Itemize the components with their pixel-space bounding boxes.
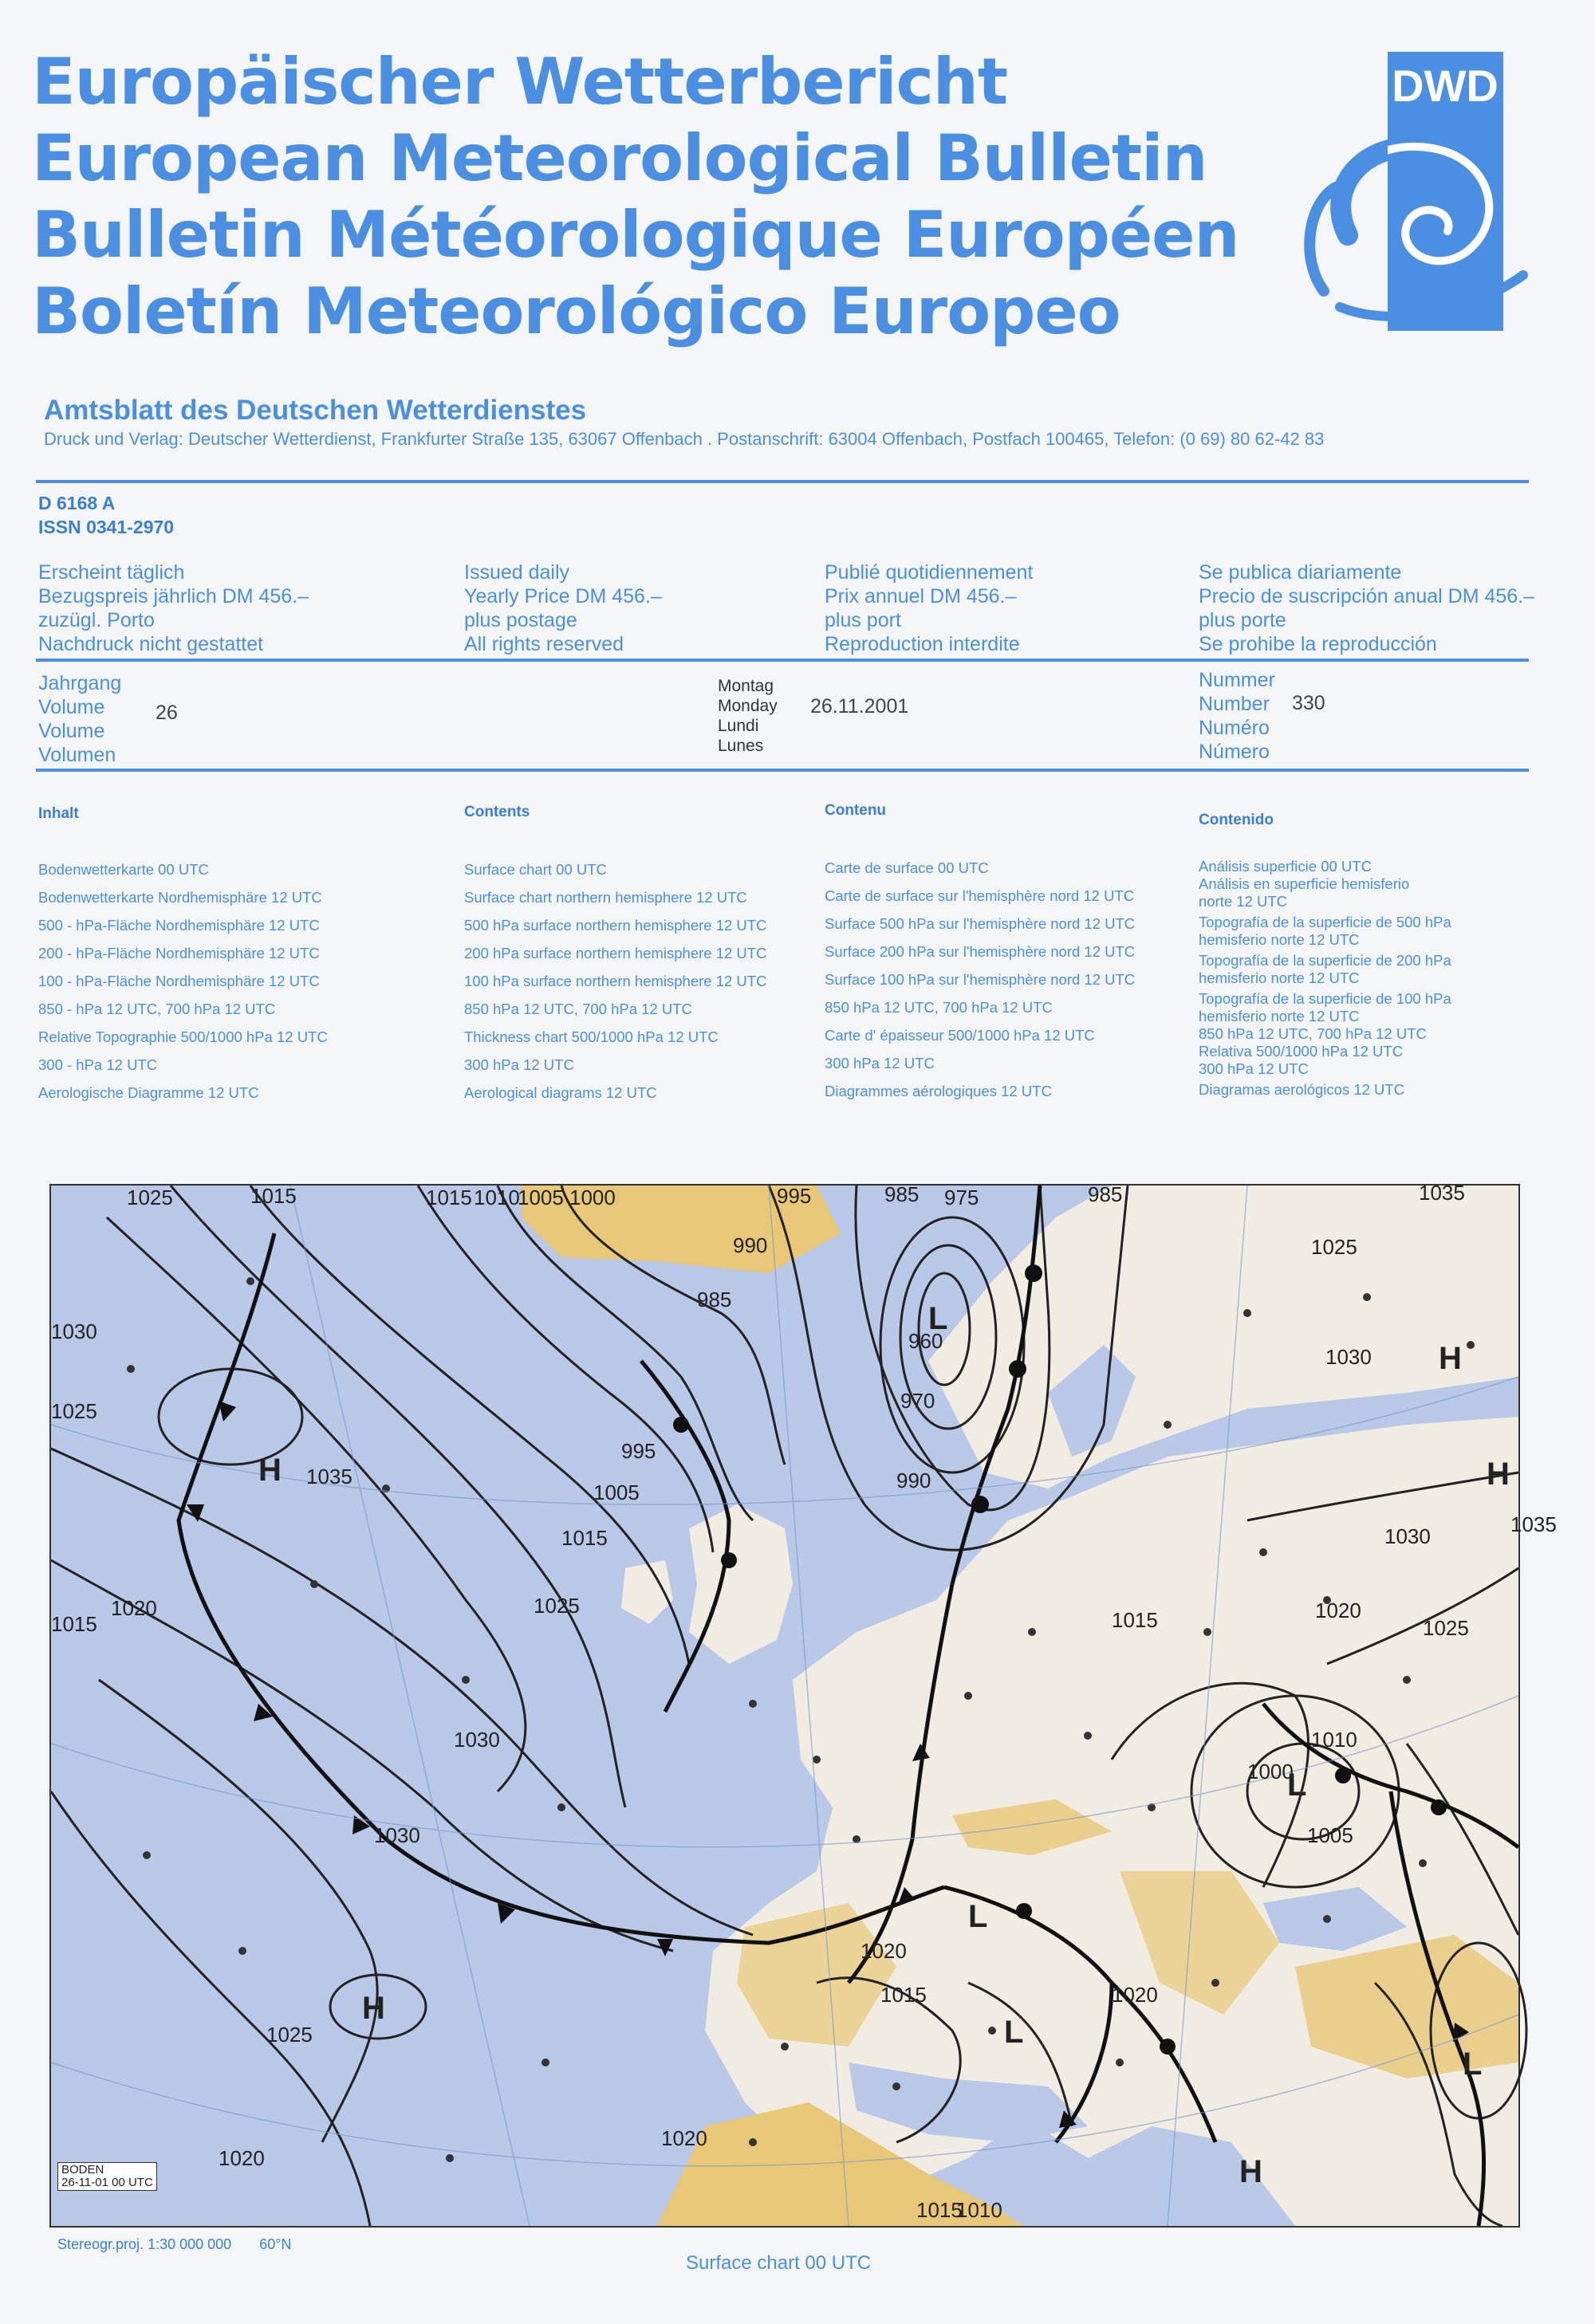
front-semicircle bbox=[721, 1552, 737, 1568]
isobar bbox=[51, 1449, 753, 1935]
isobar-label: 1020 bbox=[111, 1596, 157, 1620]
subscription-en: Issued daily Yearly Price DM 456.– plus postage All rights reserved bbox=[464, 561, 662, 655]
issue-date: 26.11.2001 bbox=[810, 695, 909, 718]
toc-list-en: Surface chart 00 UTC Surface chart northern hemisphere 12 UTC 500 hPa surface northern hemisphere 12 UTC 200 hPa surface northern hemisphere 12 UTC 100 hPa surface northern hemisphere 12 UTC 850 hPa 12 UTC, 700 hPa 12 UTC Thickness chart 500/1000 hPa 12 UTC 300 hPa 12 UTC Aerological diagrams 12 UTC bbox=[464, 861, 767, 1101]
latitude-ref: 60°N bbox=[259, 2236, 292, 2252]
isobar-label: 1000 bbox=[569, 1186, 616, 1209]
divider bbox=[36, 659, 1529, 662]
isobar-label: 1030 bbox=[374, 1823, 420, 1847]
isobar-label: 985 bbox=[1088, 1182, 1123, 1206]
front-semicircle bbox=[673, 1417, 689, 1433]
toc-head-fr: Contenu bbox=[825, 802, 887, 819]
isobar-label: 990 bbox=[896, 1469, 931, 1492]
isobar-label: 1000 bbox=[1247, 1760, 1294, 1783]
isobar-label: 1015 bbox=[51, 1612, 97, 1636]
toc-head-es: Contenido bbox=[1199, 812, 1274, 828]
isobar-label: 1015 bbox=[250, 1184, 297, 1208]
land-british-isles bbox=[689, 1504, 793, 1664]
dwd-logo bbox=[1292, 52, 1531, 339]
isobar-label: 985 bbox=[884, 1182, 920, 1206]
surface-chart-svg bbox=[51, 1186, 1518, 2226]
chart-stamp: BODEN 26-11-01 00 UTC bbox=[57, 2162, 157, 2191]
isobar-label: 1020 bbox=[1112, 1983, 1158, 2007]
projection-note bbox=[57, 2236, 291, 2253]
isobar bbox=[159, 1369, 302, 1465]
subscription-fr: Publié quotidiennement Prix annuel DM 456.– plus port Reproduction interdite bbox=[825, 561, 1034, 655]
high-pressure-center: H bbox=[1239, 2154, 1262, 2189]
low-pressure-center: L bbox=[1463, 2047, 1483, 2082]
publication-id: D 6168 A bbox=[38, 493, 116, 513]
isobar-label: 1025 bbox=[534, 1594, 580, 1618]
isobar-label: 995 bbox=[621, 1439, 656, 1463]
isobar-label: 975 bbox=[944, 1186, 979, 1209]
isobar-label: 1020 bbox=[219, 2146, 265, 2170]
isobar bbox=[99, 1680, 377, 2142]
chart-caption: Surface chart 00 UTC bbox=[686, 2252, 872, 2274]
volume-labels: Jahrgang Volume Volume Volumen bbox=[38, 672, 122, 766]
isobar-label: 1010 bbox=[1311, 1728, 1357, 1752]
title-english: European Meteorological Bulletin bbox=[32, 121, 1207, 195]
isobar-label: 1030 bbox=[454, 1728, 500, 1752]
isobar-label: 1020 bbox=[1315, 1598, 1361, 1622]
high-pressure-center: H bbox=[1439, 1341, 1462, 1376]
isobar-label: 1010 bbox=[956, 2198, 1002, 2222]
issue-number: 330 bbox=[1292, 692, 1325, 714]
toc-list-de: Bodenwetterkarte 00 UTC Bodenwetterkarte Nordhemisphäre 12 UTC 500 - hPa-Fläche Nordhemisphäre 12 UTC 200 - hPa-Fläche Nordhemisphäre 12 UTC 100 - hPa-Fläche Nordhemisphäre 12 UTC 850 - hPa 12 UTC, 700 hPa 12 UTC Relative Topographie 500/1000 hPa 12 UTC 300 - hPa 12 UTC Aerologische Diagramme 12 UTC bbox=[38, 861, 328, 1101]
isobar-label: 970 bbox=[900, 1389, 935, 1413]
front-semicircle bbox=[1335, 1768, 1351, 1783]
isobar-label: 1025 bbox=[51, 1399, 97, 1423]
low-pressure-center: L bbox=[1287, 1768, 1307, 1803]
publisher-address: Druck und Verlag: Deutscher Wetterdienst, Frankfurter Straße 135, 63067 Offenbach . Postanschrift: 63004 Offenbach, Postfach 100465, Telefon: (0 69) 80 62-42 83 bbox=[44, 429, 1325, 449]
front-triangle bbox=[219, 1401, 236, 1422]
isobar bbox=[51, 1791, 370, 2226]
isobar-label: 1005 bbox=[518, 1186, 564, 1209]
front-semicircle bbox=[1009, 1360, 1026, 1378]
high-pressure-center: H bbox=[362, 1991, 385, 2026]
high-pressure-center: H bbox=[258, 1453, 282, 1488]
title-french: Bulletin Météorologique Européen bbox=[32, 198, 1239, 272]
isobar-label: 985 bbox=[697, 1288, 732, 1311]
isobar-label: 990 bbox=[733, 1233, 768, 1257]
isobar-label: 995 bbox=[777, 1184, 812, 1208]
isobar-label: 1030 bbox=[1384, 1524, 1431, 1548]
isobar-label: 1020 bbox=[661, 2126, 707, 2150]
isobar-label: 1005 bbox=[1307, 1823, 1353, 1847]
projection-scale: Stereogr.proj. 1:30 000 000 bbox=[57, 2236, 232, 2252]
front-semicircle bbox=[1431, 1799, 1447, 1815]
isobar-label: 1010 bbox=[474, 1186, 520, 1209]
title-block bbox=[32, 44, 1239, 350]
amtsblatt: Amtsblatt des Deutschen Wetterdienstes bbox=[44, 395, 587, 426]
subscription-de: Erscheint täglich Bezugspreis jährlich DM 456.– zuzügl. Porto Nachdruck nicht gestattet bbox=[38, 561, 309, 655]
isobar-label: 1015 bbox=[1112, 1608, 1158, 1632]
isobar-label: 1025 bbox=[1423, 1616, 1469, 1640]
number-labels: Nummer Number Numéro Número bbox=[1199, 669, 1275, 763]
divider bbox=[36, 769, 1529, 772]
isobar-label: 1025 bbox=[266, 2023, 313, 2047]
isobar-label: 1030 bbox=[1325, 1345, 1372, 1369]
isobar-label: 1015 bbox=[880, 1983, 927, 2007]
isobar-label: 1015 bbox=[561, 1526, 608, 1550]
front-semicircle bbox=[971, 1496, 989, 1513]
isobar-label: 1025 bbox=[1311, 1235, 1357, 1259]
svg-text:DWD: DWD bbox=[1392, 61, 1499, 111]
divider bbox=[36, 480, 1529, 483]
isobar-label: 1015 bbox=[916, 2198, 963, 2222]
day-names: Montag Monday Lundi Lunes bbox=[718, 677, 778, 755]
isobar-label: 1020 bbox=[861, 1939, 907, 1963]
low-pressure-center: L bbox=[968, 1899, 988, 1934]
front-semicircle bbox=[1160, 2039, 1176, 2055]
subscription-es: Se publica diariamente Precio de suscripción anual DM 456.– plus porte Se prohibe la reproducción bbox=[1199, 561, 1535, 655]
isobar-label: 1015 bbox=[426, 1186, 472, 1209]
toc-head-de: Inhalt bbox=[38, 805, 79, 822]
toc-list-fr: Carte de surface 00 UTC Carte de surface sur l'hemisphère nord 12 UTC Surface 500 hPa sur l'hemisphère nord 12 UTC Surface 200 hPa sur l'hemisphère nord 12 UTC Surface 100 hPa sur l'hemisphère nord 12 UTC 850 hPa 12 UTC, 700 hPa 12 UTC Carte d' épaisseur 500/1000 hPa 12 UTC 300 hPa 12 UTC Diagrammes aérologiques 12 UTC bbox=[825, 859, 1136, 1099]
isobar-label: 1035 bbox=[306, 1465, 352, 1488]
surface-chart bbox=[49, 1181, 1557, 2228]
low-pressure-center: L bbox=[1004, 2015, 1024, 2050]
high-pressure-center: H bbox=[1487, 1457, 1510, 1492]
title-german: Europäischer Wetterbericht bbox=[32, 45, 1008, 119]
isobar-label: 1035 bbox=[1510, 1512, 1557, 1536]
toc-head-en: Contents bbox=[464, 804, 530, 820]
isobar-label: 1035 bbox=[1419, 1181, 1465, 1205]
front-semicircle bbox=[1016, 1903, 1032, 1919]
issn: ISSN 0341-2970 bbox=[38, 517, 175, 537]
isobar-label: 1025 bbox=[127, 1186, 173, 1209]
toc-list-es: Análisis superficie 00 UTC Análisis en superficie hemisferio norte 12 UTC Topografía de la superficie de 500 hPa hemisferio norte 12 UTC Topografía de la superficie de 200 hPa hemisferio norte 12 UTC Topografía de la superficie de 100 hPa hemisferio norte 12 UTC 850 hPa 12 UTC, 700 hPa 12 UTC Relativa 500/1000 hPa 12 UTC 300 hPa 12 UTC Diagramas aerológicos 12 UTC bbox=[1199, 858, 1451, 1098]
low-pressure-center: L bbox=[928, 1301, 948, 1336]
isobar-label: 1030 bbox=[51, 1319, 97, 1343]
front-semicircle bbox=[1025, 1264, 1042, 1282]
isobar bbox=[171, 1186, 625, 1807]
title-spanish: Boletín Meteorológico Europeo bbox=[32, 274, 1120, 348]
isobar-label: 960 bbox=[908, 1329, 943, 1353]
volume-value: 26 bbox=[156, 702, 178, 724]
isobar-label: 1005 bbox=[593, 1481, 640, 1504]
